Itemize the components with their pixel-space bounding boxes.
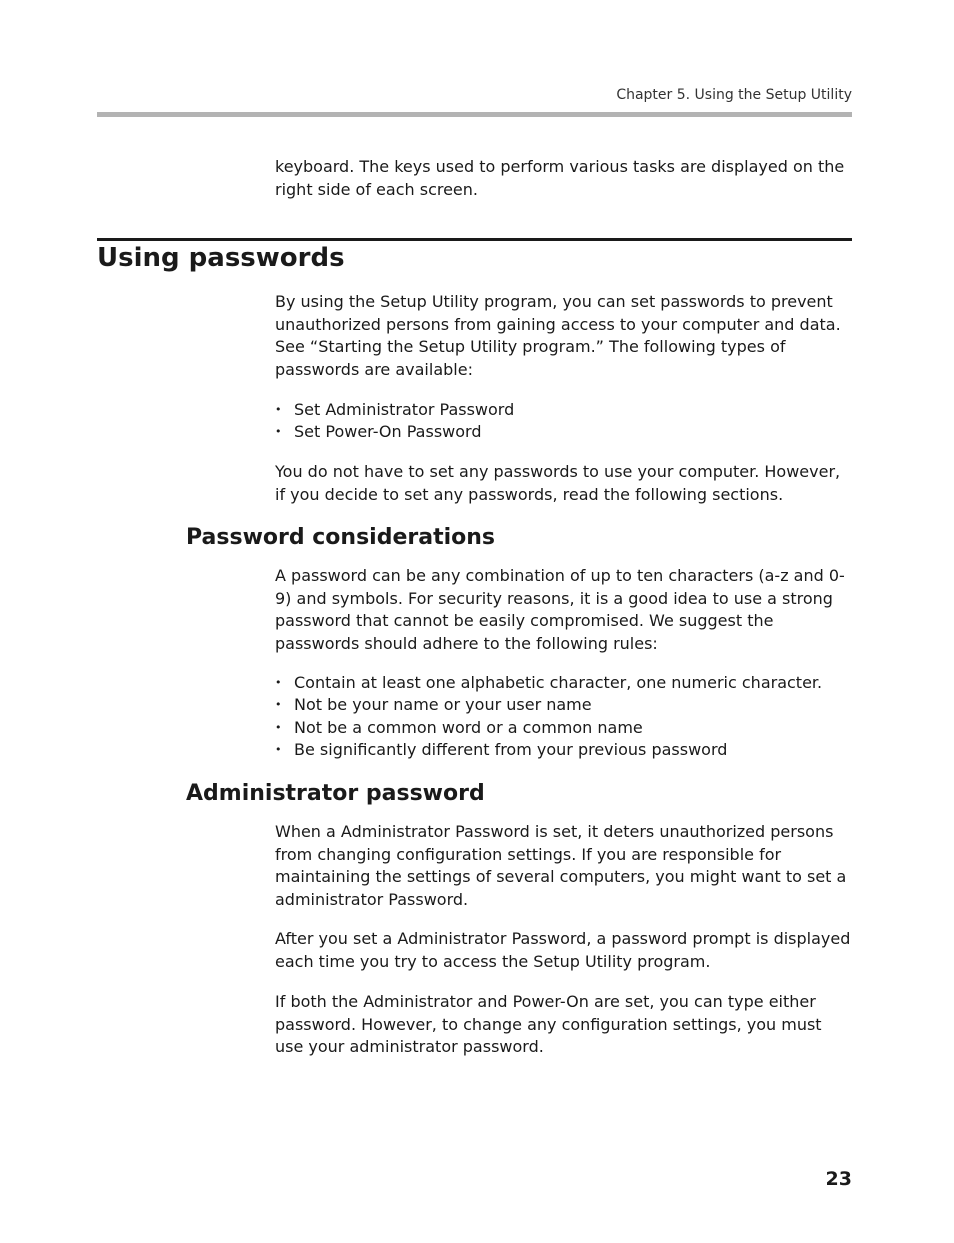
list-item: • Contain at least one alphabetic character, one numeric character.: [275, 672, 822, 694]
admin-paragraph-1: When a Administrator Password is set, it deters unauthorized persons from changing configuration settings. If you are responsible for maintaining the settings of several computers, you might want to set a administrator Password.: [275, 822, 847, 909]
running-header: Chapter 5. Using the Setup Utility: [616, 87, 852, 103]
page-number: 23: [825, 1168, 852, 1190]
password-rules-list: [275, 672, 822, 762]
intro-paragraph: keyboard. The keys used to perform various tasks are displayed on the right side of each screen.: [275, 157, 845, 199]
section-title: Using passwords: [97, 243, 345, 273]
list-item: • Set Power-On Password: [275, 421, 514, 443]
admin-paragraph-2: After you set a Administrator Password, a password prompt is displayed each time you try to access the Setup Utility program.: [275, 929, 851, 971]
considerations-paragraph: A password can be any combination of up to ten characters (a-z and 0-9) and symbols. For security reasons, it is a good idea to use a strong password that cannot be easily compromised. We suggest the passwords should adhere to the following rules:: [275, 566, 845, 653]
admin-paragraph-3: If both the Administrator and Power-On are set, you can type either password. However, to change any configuration settings, you must use your administrator password.: [275, 992, 822, 1056]
section-paragraph-2: You do not have to set any passwords to use your computer. However, if you decide to set any passwords, read the following sections.: [275, 462, 841, 504]
admin-password-title: Administrator password: [186, 781, 485, 806]
header-rule: [97, 112, 852, 117]
section-paragraph-1: By using the Setup Utility program, you can set passwords to prevent unauthorized persons from gaining access to your computer and data. See “Starting the Setup Utility program.” The following types of passwords are available:: [275, 292, 841, 379]
list-item: • Not be a common word or a common name: [275, 717, 822, 739]
password-types-list: [275, 399, 514, 444]
list-item: • Be significantly different from your previous password: [275, 739, 822, 761]
list-item: • Set Administrator Password: [275, 399, 514, 421]
list-item: • Not be your name or your user name: [275, 694, 822, 716]
considerations-title: Password considerations: [186, 525, 496, 550]
